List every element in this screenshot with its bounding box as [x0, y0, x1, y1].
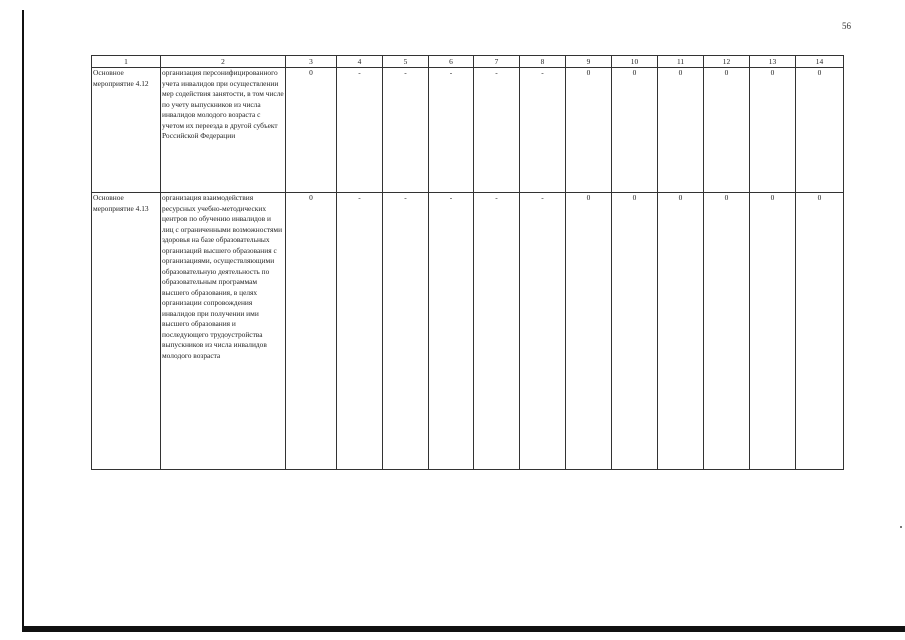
value-cell: 0: [658, 193, 704, 470]
bottom-scan-border: [22, 626, 905, 632]
value-cell: -: [337, 68, 383, 193]
column-header: 9: [566, 56, 612, 68]
column-header: 10: [612, 56, 658, 68]
column-header: 1: [92, 56, 161, 68]
column-header: 3: [286, 56, 337, 68]
column-header: 4: [337, 56, 383, 68]
column-header: 2: [161, 56, 286, 68]
value-cell: 0: [704, 68, 750, 193]
value-cell: -: [520, 193, 566, 470]
column-header: 6: [429, 56, 474, 68]
value-cell: 0: [750, 68, 796, 193]
column-header: 8: [520, 56, 566, 68]
measure-description: организация взаимодействия ресурсных учебно-методических центров по обучению инвалидов и лиц с ограниченными возможностями здоровья на базе образовательных организаций высшего образования с организациями, осуществляющими образовательную деятельность по образовательным программам высшего образования, в целях организации сопровождения инвалидов при получении ими высшего образования и последующего трудоустройства выпускников из числа инвалидов молодого возраста: [161, 193, 286, 470]
value-cell: 0: [286, 193, 337, 470]
left-margin-rule: [22, 10, 24, 628]
column-number-row: [92, 56, 844, 68]
value-cell: 0: [612, 193, 658, 470]
value-cell: -: [429, 193, 474, 470]
column-header: 12: [704, 56, 750, 68]
measures-table: [91, 55, 844, 470]
value-cell: 0: [566, 68, 612, 193]
value-cell: 0: [796, 193, 844, 470]
column-header: 5: [383, 56, 429, 68]
column-header: 13: [750, 56, 796, 68]
scan-speck: [900, 526, 902, 528]
value-cell: -: [429, 68, 474, 193]
measure-name: Основное мероприятие 4.12: [92, 68, 161, 193]
value-cell: -: [520, 68, 566, 193]
column-header: 11: [658, 56, 704, 68]
value-cell: -: [474, 68, 520, 193]
value-cell: 0: [612, 68, 658, 193]
value-cell: -: [337, 193, 383, 470]
value-cell: 0: [750, 193, 796, 470]
page-number: 56: [842, 21, 851, 31]
column-header: 14: [796, 56, 844, 68]
table-row: [92, 193, 844, 470]
measure-description: организация персонифицированного учета инвалидов при осуществлении мер содействия занятости, в том числе по учету выпускников из числа инвалидов молодого возраста с учетом их переезда в другой субъект Российской Федерации: [161, 68, 286, 193]
value-cell: -: [383, 68, 429, 193]
table-row: [92, 68, 844, 193]
value-cell: 0: [704, 193, 750, 470]
value-cell: -: [474, 193, 520, 470]
value-cell: 0: [796, 68, 844, 193]
value-cell: 0: [286, 68, 337, 193]
column-header: 7: [474, 56, 520, 68]
value-cell: 0: [658, 68, 704, 193]
value-cell: 0: [566, 193, 612, 470]
measure-name: Основное мероприятие 4.13: [92, 193, 161, 470]
value-cell: -: [383, 193, 429, 470]
